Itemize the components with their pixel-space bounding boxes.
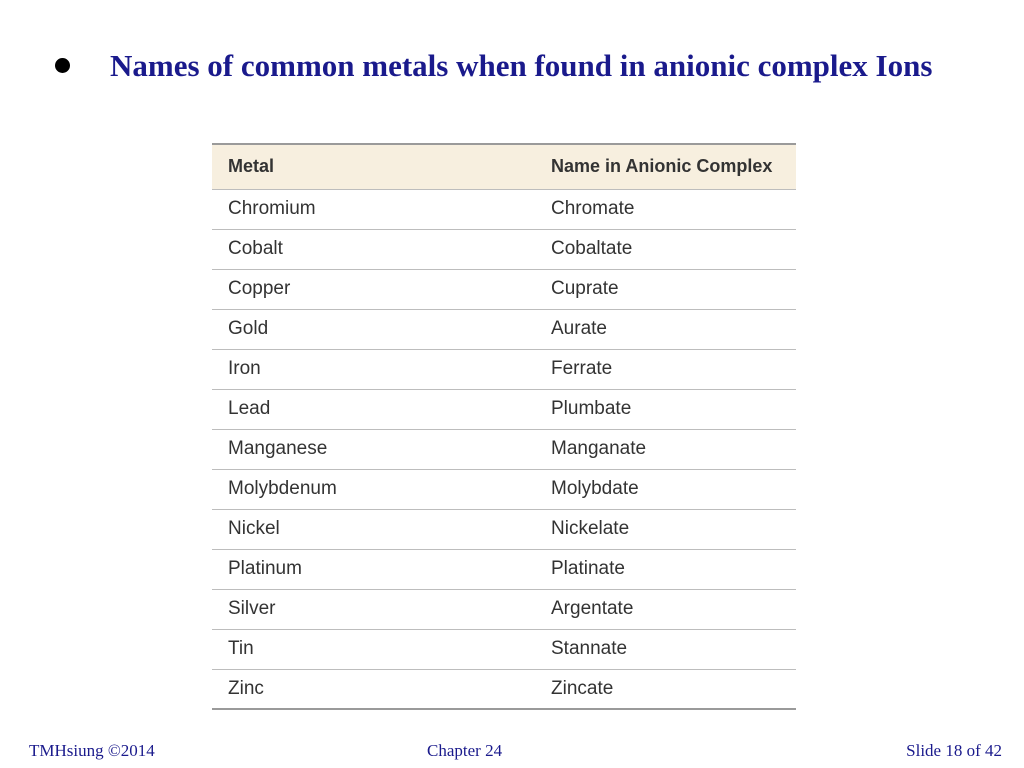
- anionic-name-cell: Nickelate: [535, 509, 796, 549]
- table-row: [212, 589, 796, 629]
- metal-cell: Iron: [212, 349, 535, 389]
- metal-cell: Copper: [212, 269, 535, 309]
- anionic-name-cell: Argentate: [535, 589, 796, 629]
- bullet-dot-icon: [55, 58, 70, 73]
- metal-cell: Silver: [212, 589, 535, 629]
- footer-chapter: Chapter 24: [427, 741, 503, 760]
- table-row: [212, 309, 796, 349]
- metal-cell: Manganese: [212, 429, 535, 469]
- table-row: [212, 349, 796, 389]
- footer-author: TMHsiung ©2014: [29, 741, 155, 760]
- anionic-name-cell: Cobaltate: [535, 229, 796, 269]
- table-row: [212, 669, 796, 709]
- anionic-name-cell: Cuprate: [535, 269, 796, 309]
- anionic-name-cell: Platinate: [535, 549, 796, 589]
- metal-cell: Cobalt: [212, 229, 535, 269]
- table-row: [212, 189, 796, 229]
- anionic-name-cell: Chromate: [535, 189, 796, 229]
- table-row: [212, 509, 796, 549]
- anionic-name-cell: Stannate: [535, 629, 796, 669]
- metal-cell: Tin: [212, 629, 535, 669]
- metal-cell: Zinc: [212, 669, 535, 709]
- anionic-name-cell: Molybdate: [535, 469, 796, 509]
- metal-cell: Molybdenum: [212, 469, 535, 509]
- table-header-row: [212, 144, 796, 189]
- table-row: [212, 269, 796, 309]
- metal-names-table: [212, 143, 796, 710]
- anionic-name-cell: Ferrate: [535, 349, 796, 389]
- table-row: [212, 229, 796, 269]
- table-row: [212, 549, 796, 589]
- anionic-name-cell: Plumbate: [535, 389, 796, 429]
- table-row: [212, 629, 796, 669]
- table-row: [212, 429, 796, 469]
- footer-slide-number: Slide 18 of 42: [906, 741, 1002, 760]
- anionic-name-cell: Aurate: [535, 309, 796, 349]
- header-anionic-name: Name in Anionic Complex: [535, 144, 796, 189]
- table-row: [212, 389, 796, 429]
- metal-cell: Platinum: [212, 549, 535, 589]
- header-metal: Metal: [212, 144, 535, 189]
- table-row: [212, 469, 796, 509]
- anionic-complex-table: [212, 143, 796, 710]
- anionic-name-cell: Manganate: [535, 429, 796, 469]
- anionic-name-cell: Zincate: [535, 669, 796, 709]
- bullet-point: [55, 46, 975, 85]
- slide-heading: Names of common metals when found in anionic complex Ions: [110, 48, 933, 83]
- metal-cell: Lead: [212, 389, 535, 429]
- metal-cell: Chromium: [212, 189, 535, 229]
- metal-cell: Nickel: [212, 509, 535, 549]
- metal-cell: Gold: [212, 309, 535, 349]
